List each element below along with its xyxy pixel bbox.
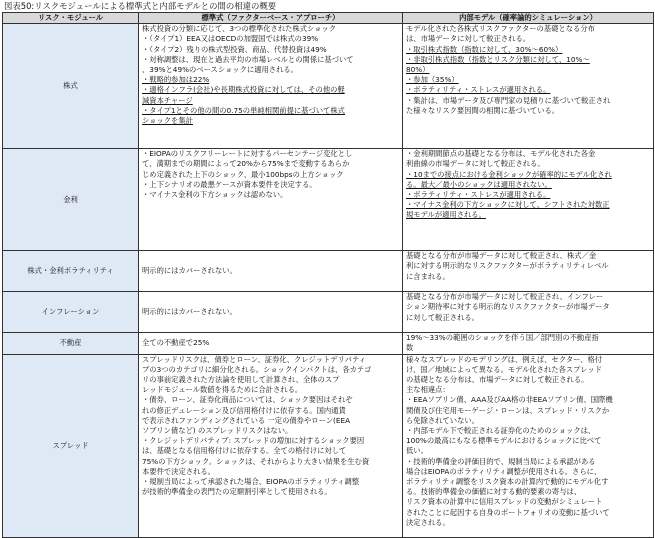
standard-text-line: て、満期までの期間によって20%から75%まで変動するあらか xyxy=(142,159,350,169)
internal-formula-cell xyxy=(403,251,654,292)
internal-text-line: 100%の最高にもなる標準モデルにおけるショックに比べて xyxy=(406,436,602,446)
standard-text-line: 明示的にはカバーされない。 xyxy=(142,307,237,317)
internal-text-line: る。最大／最小のショックは適用されない。 xyxy=(406,179,552,189)
standard-text-line: れの修正デュレーション及び信用格付けに依存する。国内通貨 xyxy=(142,405,346,415)
internal-text-line: に含まれる。 xyxy=(406,271,450,281)
standard-text-line: 本要件で決定される。 xyxy=(142,466,215,476)
internal-text-line: モデル化された各株式リスクファクターの基礎となる分布 xyxy=(406,24,595,34)
standard-text-line: 明示的にはカバーされない。 xyxy=(142,266,237,276)
standard-formula-cell xyxy=(139,333,403,354)
internal-text-line: ボラティリティ調整をリスク資本の計算内で動的にモデル化す xyxy=(406,477,609,487)
standard-text-line: スプレッドリスクは、債券とローン、証券化、クレジットデリバティ xyxy=(142,354,366,364)
standard-text-line: リの事前定義された方法論を使用して計算され、全体のスプ xyxy=(142,375,340,385)
standard-text-line: ・マイナス金利の下方ショックは認めない。 xyxy=(142,190,288,200)
standard-text-line: は、基礎となる信用格付けに依存する。全ての格付けに対して xyxy=(142,446,347,456)
internal-text-line: 基礎となる分布が市場データに対して較正され、インフレー xyxy=(406,292,604,302)
internal-formula-cell xyxy=(403,292,654,333)
internal-formula-cell xyxy=(403,149,654,251)
internal-text-line: 決定される。 xyxy=(406,517,450,527)
risk-module-cell: 金利 xyxy=(3,149,139,251)
internal-text-line: の基礎となる分布は、市場データに対して較正される。 xyxy=(406,375,589,385)
internal-text-line: 利曲線の市場データに対して較正される。 xyxy=(406,159,545,169)
table-row-property xyxy=(3,333,654,354)
standard-text-line: 株式投資の分類に応じて、3つの標準化された株式ショック xyxy=(142,24,337,34)
standard-text-line: 減資本チャージ xyxy=(142,95,193,105)
standard-text-line: で表示されファンディングされている 一定の債券やローン(EEA xyxy=(142,415,351,425)
standard-text-line: ・上下シナリオの最悪ケースが資本要件を決定する。 xyxy=(142,179,317,189)
internal-text-line: ・内部モデル下で較正される証券化のためのショックは、 xyxy=(406,426,596,436)
internal-text-line: は、市場データに対して較正される。 xyxy=(406,34,531,44)
figure-caption: 図表50:リスクモジュールによる標準式と内部モデルとの間の相違の概要 xyxy=(4,1,277,11)
internal-text-line: ・EEAソブリン債、AAA及びAA格の非EEAソブリン債、国際機 xyxy=(406,395,613,405)
internal-text-line: 関債及び住宅用モーゲージ・ローンは、スプレッド・リスクか xyxy=(406,405,610,415)
internal-text-line: ション期待率に対する明示的なリスクファクターが市場データ xyxy=(406,302,610,312)
internal-text-line: ・マイナス金利の下方ショックに対して、シフトされた対数正 xyxy=(406,200,610,210)
internal-text-line: ・ボラティリティ・ストレスが適用される。 xyxy=(406,190,551,200)
table-row-spread xyxy=(3,354,654,537)
table-row-volatility xyxy=(3,251,654,292)
internal-text-line: されたことに起因する自身のポートフォリオの変動に基づいて xyxy=(406,507,610,517)
header-risk-module: リスク・モジュール xyxy=(3,13,139,24)
internal-text-line: に対して較正される。 xyxy=(406,312,479,322)
standard-text-line: ・（タイプ1）EEA又はOECDの加盟国では株式の39% xyxy=(142,34,319,44)
internal-text-line: 様々なスプレッドのモデリングは、例えば、セクター、格付 xyxy=(406,354,603,364)
standard-text-line: レッドモジュール数値を得るために合計される。 xyxy=(142,385,303,395)
standard-formula-cell xyxy=(139,354,403,537)
internal-text-line: 基礎となる分布が市場データに対して較正され、株式／金 xyxy=(406,251,597,261)
table-row-interest-rate xyxy=(3,149,654,251)
internal-text-line: 場合はEIOPAのボラティリティ調整が使用される。さらに、 xyxy=(406,466,602,476)
standard-formula-cell xyxy=(139,251,403,292)
internal-text-line: ・10までの接点における金利ショックが確率的にモデル化され xyxy=(406,169,612,179)
header-internal-model: 内部モデル（確率論的シミュレーション） xyxy=(403,13,654,24)
internal-text-line: ・技術的準備金の評価目的で、規制当局による承認がある xyxy=(406,456,596,466)
standard-text-line: ・（タイプ2）残りの株式型投資、商品、代替投資は49% xyxy=(142,44,327,54)
header-standard-formula: 標準式（ファクターベース・アプローチ） xyxy=(139,13,403,24)
standard-text-line: ・規制当局によって承認された場合、EIOPAのボラティリティ調整 xyxy=(142,477,360,487)
internal-text-line: ・金利期間節点の基礎となる分布は、モデル化された各金 xyxy=(406,149,596,159)
standard-text-line: ・対称調整は、現在と過去平均の市場レベルとの関係に基づいて xyxy=(142,54,354,64)
internal-text-line: 主な相違点： xyxy=(406,385,450,395)
internal-text-line: ・集計は、市場データ及び専門家の見積りに基づいて較正され xyxy=(406,95,611,105)
comparison-table xyxy=(2,12,654,538)
internal-text-line: ・取引株式指数（指数に対して、30%〜60%） xyxy=(406,44,563,54)
standard-text-line: ・クレジットデリバティブ: スプレッドの増加に対するショック要因 xyxy=(142,436,365,446)
risk-module-cell: スプレッド xyxy=(3,354,139,537)
standard-text-line: ・戦略的参加は22% xyxy=(142,75,210,85)
standard-text-line: ・タイプ1とその他の間の0.75の単純相関前提に基づいて株式 xyxy=(142,105,345,115)
internal-text-line: 利に対する明示的なリスクファクターがボラティリティレベル xyxy=(406,261,609,271)
standard-text-line: ショックを集計 xyxy=(142,116,193,126)
standard-text-line: ・EIOPAのリスクフリーレートに対するパーセンテージ変化とし xyxy=(142,149,353,159)
risk-module-cell: インフレーション xyxy=(3,292,139,333)
internal-text-line: 規モデルが適用される。 xyxy=(406,210,486,220)
risk-module-cell: 不動産 xyxy=(3,333,139,354)
table-row-equity xyxy=(3,24,654,149)
internal-formula-cell xyxy=(403,24,654,149)
table-row-inflation xyxy=(3,292,654,333)
standard-text-line: ・適格インフラ(会社)や長期株式投資に対しては、その他の軽 xyxy=(142,85,345,95)
internal-text-line: ら免除されていない。 xyxy=(406,415,479,425)
risk-module-cell: 株式・金利ボラティリティ xyxy=(3,251,139,292)
standard-text-line: 全ての不動産で25% xyxy=(142,338,210,348)
internal-text-line: け、国／地域によって異なる。モデル化された各スプレッド xyxy=(406,364,602,374)
standard-formula-cell xyxy=(139,149,403,251)
internal-text-line: 19%〜33%の範囲のショックを伴う国／部門別の不動産指 xyxy=(406,333,599,343)
standard-text-line: が技術的準備金の表門たの定額割引率として使用される。 xyxy=(142,487,332,497)
standard-text-line: 、39%と49%のベースショックに適用される。 xyxy=(142,65,298,75)
internal-text-line: 80%） xyxy=(406,65,430,75)
internal-text-line: ・非取引株式指数（指数とリスク分類に対して、10%〜 xyxy=(406,54,590,64)
standard-text-line: ブの3つのカテゴリに細分化される。ショックインパクトは、各カテゴ xyxy=(142,364,372,374)
internal-text-line: ・ボラティリティ・ストレスが適用される。 xyxy=(406,85,551,95)
internal-formula-cell xyxy=(403,354,654,537)
standard-text-line: じめ定義された上下のショック、最小100bpsの上方ショック xyxy=(142,169,344,179)
internal-text-line: リスク資本の計算中に信用スプレッドの変動がシミュレート xyxy=(406,497,603,507)
standard-formula-cell xyxy=(139,24,403,149)
standard-text-line: ソブリン債など) のスプレッドリスクはない。 xyxy=(142,426,293,436)
risk-module-cell: 株式 xyxy=(3,24,139,149)
standard-formula-cell xyxy=(139,292,403,333)
standard-text-line: ・債券、ローン、証券化商品については、ショック要因はそれぞ xyxy=(142,395,353,405)
internal-text-line: 低い。 xyxy=(406,446,428,456)
internal-text-line: 数 xyxy=(406,343,414,353)
internal-formula-cell xyxy=(403,333,654,354)
internal-text-line: る。技術的準備金の価値に対する動的要素の寄与は、 xyxy=(406,487,582,497)
standard-text-line: 75%の下方ショック。ショックは、それからより大きい結果を生む資 xyxy=(142,456,370,466)
internal-text-line: た様々なリスク要因間の相関に基づいている。 xyxy=(406,105,560,115)
internal-text-line: ・参加（35%） xyxy=(406,75,459,85)
